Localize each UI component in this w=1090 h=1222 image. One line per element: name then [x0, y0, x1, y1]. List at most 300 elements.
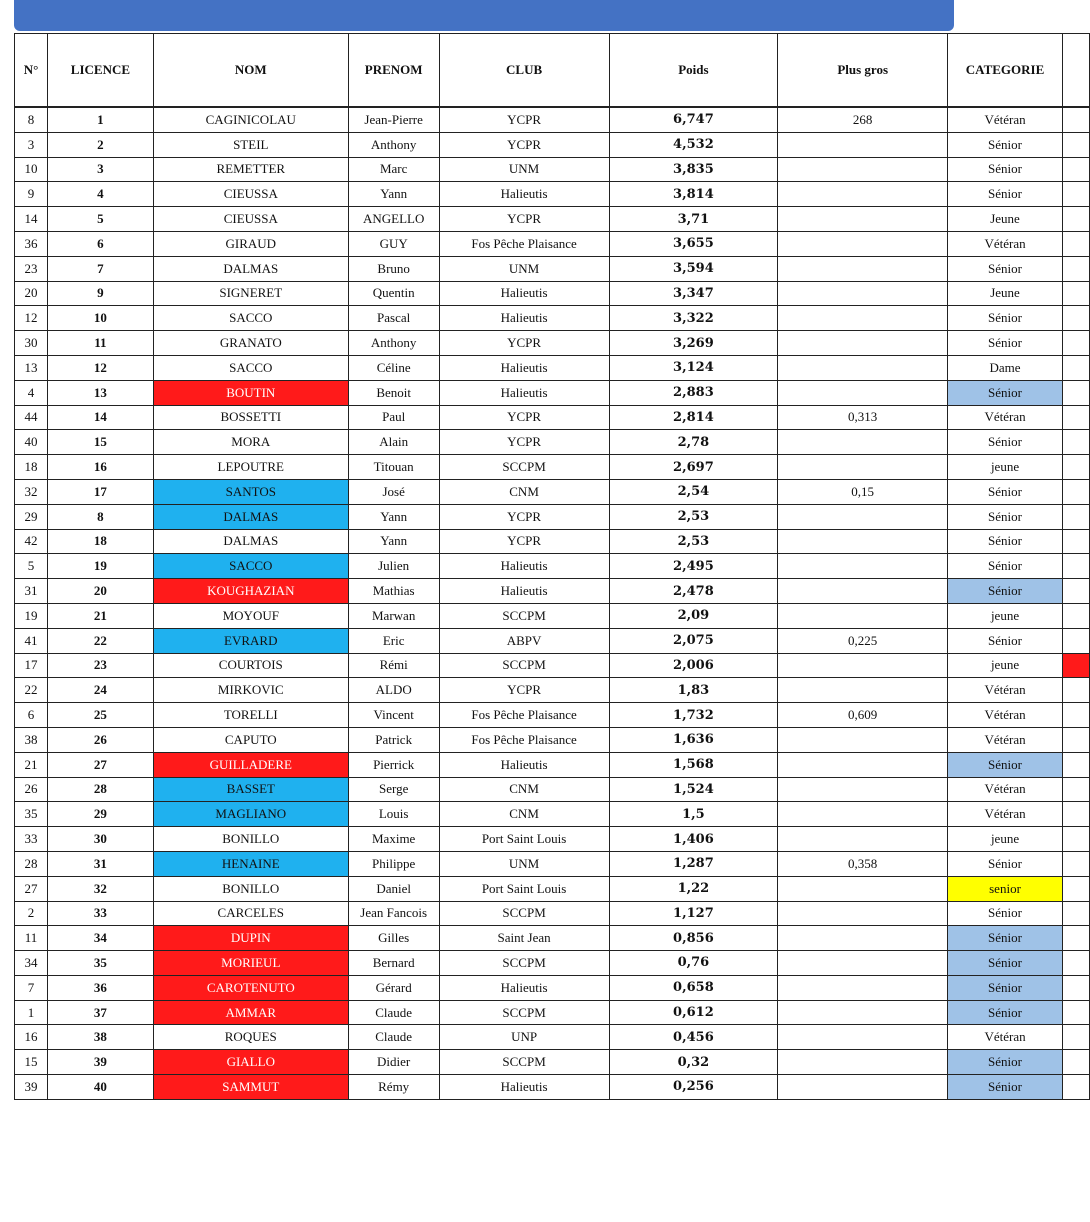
- cell-prenom[interactable]: Claude: [348, 1025, 439, 1050]
- cell-no[interactable]: 12: [15, 306, 48, 331]
- cell-prenom[interactable]: Bruno: [348, 256, 439, 281]
- cell-extra[interactable]: [1062, 752, 1089, 777]
- cell-extra[interactable]: [1062, 355, 1089, 380]
- cell-no[interactable]: 36: [15, 231, 48, 256]
- cell-club[interactable]: Fos Pêche Plaisance: [439, 231, 609, 256]
- cell-plus-gros[interactable]: 0,313: [778, 405, 948, 430]
- cell-poids[interactable]: 1,22: [609, 876, 778, 901]
- cell-club[interactable]: UNM: [439, 256, 609, 281]
- cell-no[interactable]: 27: [15, 876, 48, 901]
- cell-licence[interactable]: 35: [47, 951, 153, 976]
- cell-categorie[interactable]: Sénior: [948, 554, 1063, 579]
- cell-no[interactable]: 21: [15, 752, 48, 777]
- cell-club[interactable]: SCCPM: [439, 951, 609, 976]
- cell-extra[interactable]: [1062, 132, 1089, 157]
- cell-plus-gros[interactable]: [778, 653, 948, 678]
- cell-prenom[interactable]: Pierrick: [348, 752, 439, 777]
- cell-categorie[interactable]: Sénior: [948, 1050, 1063, 1075]
- cell-no[interactable]: 23: [15, 256, 48, 281]
- cell-categorie[interactable]: Jeune: [948, 281, 1063, 306]
- cell-poids[interactable]: 1,732: [609, 703, 778, 728]
- cell-categorie[interactable]: Vétéran: [948, 727, 1063, 752]
- cell-plus-gros[interactable]: [778, 380, 948, 405]
- cell-club[interactable]: YCPR: [439, 504, 609, 529]
- cell-categorie[interactable]: Sénior: [948, 579, 1063, 604]
- cell-plus-gros[interactable]: [778, 802, 948, 827]
- cell-categorie[interactable]: jeune: [948, 653, 1063, 678]
- cell-categorie[interactable]: Vétéran: [948, 1025, 1063, 1050]
- cell-categorie[interactable]: Vétéran: [948, 777, 1063, 802]
- cell-prenom[interactable]: Gérard: [348, 975, 439, 1000]
- cell-categorie[interactable]: Sénior: [948, 182, 1063, 207]
- cell-club[interactable]: YCPR: [439, 132, 609, 157]
- cell-plus-gros[interactable]: [778, 132, 948, 157]
- cell-nom[interactable]: TORELLI: [153, 703, 348, 728]
- cell-plus-gros[interactable]: [778, 1075, 948, 1100]
- cell-categorie[interactable]: Sénior: [948, 306, 1063, 331]
- cell-no[interactable]: 16: [15, 1025, 48, 1050]
- cell-extra[interactable]: [1062, 380, 1089, 405]
- cell-no[interactable]: 14: [15, 207, 48, 232]
- cell-poids[interactable]: 2,53: [609, 529, 778, 554]
- cell-poids[interactable]: 2,09: [609, 603, 778, 628]
- cell-extra[interactable]: [1062, 306, 1089, 331]
- cell-prenom[interactable]: Bernard: [348, 951, 439, 976]
- cell-nom[interactable]: SACCO: [153, 355, 348, 380]
- cell-poids[interactable]: 0,76: [609, 951, 778, 976]
- cell-licence[interactable]: 7: [47, 256, 153, 281]
- cell-prenom[interactable]: Paul: [348, 405, 439, 430]
- cell-categorie[interactable]: jeune: [948, 827, 1063, 852]
- cell-extra[interactable]: [1062, 479, 1089, 504]
- cell-prenom[interactable]: Patrick: [348, 727, 439, 752]
- cell-nom[interactable]: GIALLO: [153, 1050, 348, 1075]
- cell-nom[interactable]: CAGINICOLAU: [153, 107, 348, 132]
- cell-licence[interactable]: 13: [47, 380, 153, 405]
- cell-plus-gros[interactable]: [778, 1025, 948, 1050]
- cell-no[interactable]: 17: [15, 653, 48, 678]
- cell-no[interactable]: 20: [15, 281, 48, 306]
- cell-licence[interactable]: 25: [47, 703, 153, 728]
- cell-no[interactable]: 6: [15, 703, 48, 728]
- cell-categorie[interactable]: Jeune: [948, 207, 1063, 232]
- cell-club[interactable]: YCPR: [439, 430, 609, 455]
- cell-nom[interactable]: MAGLIANO: [153, 802, 348, 827]
- cell-extra[interactable]: [1062, 678, 1089, 703]
- cell-no[interactable]: 44: [15, 405, 48, 430]
- cell-no[interactable]: 19: [15, 603, 48, 628]
- cell-no[interactable]: 38: [15, 727, 48, 752]
- cell-no[interactable]: 30: [15, 331, 48, 356]
- cell-categorie[interactable]: Sénior: [948, 479, 1063, 504]
- cell-nom[interactable]: BONILLO: [153, 876, 348, 901]
- cell-plus-gros[interactable]: [778, 331, 948, 356]
- cell-extra[interactable]: [1062, 827, 1089, 852]
- cell-categorie[interactable]: Sénior: [948, 951, 1063, 976]
- cell-prenom[interactable]: Claude: [348, 1000, 439, 1025]
- cell-plus-gros[interactable]: [778, 1000, 948, 1025]
- cell-categorie[interactable]: Sénior: [948, 975, 1063, 1000]
- cell-categorie[interactable]: Vétéran: [948, 231, 1063, 256]
- cell-licence[interactable]: 27: [47, 752, 153, 777]
- cell-plus-gros[interactable]: 268: [778, 107, 948, 132]
- cell-extra[interactable]: [1062, 231, 1089, 256]
- cell-plus-gros[interactable]: [778, 951, 948, 976]
- cell-plus-gros[interactable]: [778, 554, 948, 579]
- cell-nom[interactable]: SANTOS: [153, 479, 348, 504]
- cell-licence[interactable]: 28: [47, 777, 153, 802]
- cell-nom[interactable]: STEIL: [153, 132, 348, 157]
- cell-prenom[interactable]: Quentin: [348, 281, 439, 306]
- cell-club[interactable]: Saint Jean: [439, 926, 609, 951]
- cell-extra[interactable]: [1062, 256, 1089, 281]
- cell-categorie[interactable]: Sénior: [948, 157, 1063, 182]
- cell-plus-gros[interactable]: 0,609: [778, 703, 948, 728]
- cell-extra[interactable]: [1062, 901, 1089, 926]
- cell-club[interactable]: Halieutis: [439, 975, 609, 1000]
- col-header-prenom[interactable]: PRENOM: [348, 34, 439, 108]
- cell-nom[interactable]: DALMAS: [153, 504, 348, 529]
- cell-no[interactable]: 28: [15, 851, 48, 876]
- cell-poids[interactable]: 3,71: [609, 207, 778, 232]
- cell-club[interactable]: SCCPM: [439, 603, 609, 628]
- cell-prenom[interactable]: Anthony: [348, 132, 439, 157]
- cell-club[interactable]: CNM: [439, 479, 609, 504]
- cell-no[interactable]: 9: [15, 182, 48, 207]
- cell-prenom[interactable]: Maxime: [348, 827, 439, 852]
- cell-nom[interactable]: MORA: [153, 430, 348, 455]
- cell-prenom[interactable]: José: [348, 479, 439, 504]
- cell-plus-gros[interactable]: [778, 827, 948, 852]
- cell-poids[interactable]: 4,532: [609, 132, 778, 157]
- cell-plus-gros[interactable]: 0,225: [778, 628, 948, 653]
- cell-categorie[interactable]: Sénior: [948, 256, 1063, 281]
- cell-licence[interactable]: 20: [47, 579, 153, 604]
- cell-nom[interactable]: LEPOUTRE: [153, 455, 348, 480]
- cell-prenom[interactable]: Benoit: [348, 380, 439, 405]
- cell-poids[interactable]: 3,594: [609, 256, 778, 281]
- cell-categorie[interactable]: Vétéran: [948, 107, 1063, 132]
- cell-plus-gros[interactable]: [778, 430, 948, 455]
- cell-nom[interactable]: BASSET: [153, 777, 348, 802]
- cell-categorie[interactable]: Sénior: [948, 380, 1063, 405]
- cell-nom[interactable]: CARCELES: [153, 901, 348, 926]
- cell-extra[interactable]: [1062, 926, 1089, 951]
- cell-no[interactable]: 2: [15, 901, 48, 926]
- cell-poids[interactable]: 2,54: [609, 479, 778, 504]
- cell-poids[interactable]: 0,612: [609, 1000, 778, 1025]
- col-header-categorie[interactable]: CATEGORIE: [948, 34, 1063, 108]
- cell-no[interactable]: 41: [15, 628, 48, 653]
- cell-plus-gros[interactable]: [778, 1050, 948, 1075]
- cell-licence[interactable]: 14: [47, 405, 153, 430]
- cell-extra[interactable]: [1062, 182, 1089, 207]
- cell-categorie[interactable]: Vétéran: [948, 405, 1063, 430]
- cell-club[interactable]: SCCPM: [439, 653, 609, 678]
- cell-extra[interactable]: [1062, 1075, 1089, 1100]
- cell-extra[interactable]: [1062, 653, 1089, 678]
- cell-nom[interactable]: CAPUTO: [153, 727, 348, 752]
- cell-extra[interactable]: [1062, 703, 1089, 728]
- cell-categorie[interactable]: Dame: [948, 355, 1063, 380]
- cell-club[interactable]: Halieutis: [439, 182, 609, 207]
- cell-club[interactable]: UNM: [439, 157, 609, 182]
- cell-plus-gros[interactable]: [778, 901, 948, 926]
- cell-nom[interactable]: GIRAUD: [153, 231, 348, 256]
- cell-no[interactable]: 3: [15, 132, 48, 157]
- cell-poids[interactable]: 1,83: [609, 678, 778, 703]
- cell-club[interactable]: Fos Pêche Plaisance: [439, 727, 609, 752]
- col-header-poids[interactable]: Poids: [609, 34, 778, 108]
- cell-poids[interactable]: 0,856: [609, 926, 778, 951]
- cell-categorie[interactable]: Sénior: [948, 628, 1063, 653]
- cell-poids[interactable]: 2,075: [609, 628, 778, 653]
- cell-club[interactable]: UNP: [439, 1025, 609, 1050]
- cell-no[interactable]: 11: [15, 926, 48, 951]
- cell-extra[interactable]: [1062, 554, 1089, 579]
- cell-licence[interactable]: 29: [47, 802, 153, 827]
- cell-categorie[interactable]: Sénior: [948, 1000, 1063, 1025]
- cell-club[interactable]: SCCPM: [439, 1050, 609, 1075]
- cell-club[interactable]: YCPR: [439, 107, 609, 132]
- cell-plus-gros[interactable]: [778, 256, 948, 281]
- cell-no[interactable]: 7: [15, 975, 48, 1000]
- cell-nom[interactable]: EVRARD: [153, 628, 348, 653]
- cell-plus-gros[interactable]: 0,15: [778, 479, 948, 504]
- cell-club[interactable]: UNM: [439, 851, 609, 876]
- cell-nom[interactable]: BOSSETTI: [153, 405, 348, 430]
- cell-club[interactable]: Halieutis: [439, 554, 609, 579]
- cell-no[interactable]: 5: [15, 554, 48, 579]
- cell-prenom[interactable]: ANGELLO: [348, 207, 439, 232]
- cell-plus-gros[interactable]: [778, 777, 948, 802]
- cell-poids[interactable]: 0,256: [609, 1075, 778, 1100]
- cell-categorie[interactable]: Sénior: [948, 529, 1063, 554]
- cell-prenom[interactable]: Titouan: [348, 455, 439, 480]
- cell-nom[interactable]: MIRKOVIC: [153, 678, 348, 703]
- cell-prenom[interactable]: Alain: [348, 430, 439, 455]
- cell-extra[interactable]: [1062, 727, 1089, 752]
- cell-extra[interactable]: [1062, 628, 1089, 653]
- cell-no[interactable]: 39: [15, 1075, 48, 1100]
- col-header-extra[interactable]: [1062, 34, 1089, 108]
- cell-extra[interactable]: [1062, 603, 1089, 628]
- cell-club[interactable]: ABPV: [439, 628, 609, 653]
- cell-licence[interactable]: 17: [47, 479, 153, 504]
- cell-nom[interactable]: AMMAR: [153, 1000, 348, 1025]
- cell-nom[interactable]: REMETTER: [153, 157, 348, 182]
- cell-prenom[interactable]: Rémi: [348, 653, 439, 678]
- cell-poids[interactable]: 0,32: [609, 1050, 778, 1075]
- cell-nom[interactable]: DALMAS: [153, 529, 348, 554]
- cell-poids[interactable]: 3,835: [609, 157, 778, 182]
- cell-nom[interactable]: DALMAS: [153, 256, 348, 281]
- cell-prenom[interactable]: Eric: [348, 628, 439, 653]
- cell-prenom[interactable]: Yann: [348, 182, 439, 207]
- col-header-plus-gros[interactable]: Plus gros: [778, 34, 948, 108]
- cell-extra[interactable]: [1062, 430, 1089, 455]
- cell-categorie[interactable]: Sénior: [948, 926, 1063, 951]
- cell-club[interactable]: YCPR: [439, 331, 609, 356]
- cell-club[interactable]: Halieutis: [439, 306, 609, 331]
- cell-prenom[interactable]: Didier: [348, 1050, 439, 1075]
- cell-prenom[interactable]: Jean Fancois: [348, 901, 439, 926]
- cell-no[interactable]: 18: [15, 455, 48, 480]
- cell-extra[interactable]: [1062, 951, 1089, 976]
- cell-categorie[interactable]: jeune: [948, 603, 1063, 628]
- cell-plus-gros[interactable]: [778, 975, 948, 1000]
- cell-extra[interactable]: [1062, 802, 1089, 827]
- cell-licence[interactable]: 3: [47, 157, 153, 182]
- cell-club[interactable]: CNM: [439, 777, 609, 802]
- cell-poids[interactable]: 2,883: [609, 380, 778, 405]
- cell-no[interactable]: 31: [15, 579, 48, 604]
- cell-plus-gros[interactable]: [778, 504, 948, 529]
- cell-extra[interactable]: [1062, 1000, 1089, 1025]
- cell-licence[interactable]: 8: [47, 504, 153, 529]
- cell-licence[interactable]: 38: [47, 1025, 153, 1050]
- cell-prenom[interactable]: Yann: [348, 529, 439, 554]
- cell-licence[interactable]: 2: [47, 132, 153, 157]
- cell-extra[interactable]: [1062, 281, 1089, 306]
- cell-extra[interactable]: [1062, 504, 1089, 529]
- cell-licence[interactable]: 11: [47, 331, 153, 356]
- cell-extra[interactable]: [1062, 579, 1089, 604]
- cell-extra[interactable]: [1062, 107, 1089, 132]
- cell-poids[interactable]: 2,006: [609, 653, 778, 678]
- cell-plus-gros[interactable]: [778, 678, 948, 703]
- cell-plus-gros[interactable]: 0,358: [778, 851, 948, 876]
- cell-poids[interactable]: 2,814: [609, 405, 778, 430]
- cell-licence[interactable]: 22: [47, 628, 153, 653]
- cell-licence[interactable]: 10: [47, 306, 153, 331]
- cell-licence[interactable]: 19: [47, 554, 153, 579]
- cell-licence[interactable]: 40: [47, 1075, 153, 1100]
- cell-categorie[interactable]: Vétéran: [948, 802, 1063, 827]
- cell-licence[interactable]: 34: [47, 926, 153, 951]
- cell-nom[interactable]: ROQUES: [153, 1025, 348, 1050]
- cell-plus-gros[interactable]: [778, 752, 948, 777]
- cell-extra[interactable]: [1062, 1050, 1089, 1075]
- cell-categorie[interactable]: Sénior: [948, 851, 1063, 876]
- cell-poids[interactable]: 3,124: [609, 355, 778, 380]
- cell-prenom[interactable]: Jean-Pierre: [348, 107, 439, 132]
- cell-licence[interactable]: 39: [47, 1050, 153, 1075]
- cell-prenom[interactable]: ALDO: [348, 678, 439, 703]
- cell-nom[interactable]: SAMMUT: [153, 1075, 348, 1100]
- cell-nom[interactable]: CIEUSSA: [153, 207, 348, 232]
- cell-categorie[interactable]: Sénior: [948, 752, 1063, 777]
- cell-prenom[interactable]: Anthony: [348, 331, 439, 356]
- cell-no[interactable]: 42: [15, 529, 48, 554]
- cell-club[interactable]: Fos Pêche Plaisance: [439, 703, 609, 728]
- cell-poids[interactable]: 2,697: [609, 455, 778, 480]
- cell-extra[interactable]: [1062, 777, 1089, 802]
- cell-categorie[interactable]: Sénior: [948, 331, 1063, 356]
- cell-no[interactable]: 29: [15, 504, 48, 529]
- cell-nom[interactable]: SACCO: [153, 554, 348, 579]
- cell-extra[interactable]: [1062, 529, 1089, 554]
- cell-licence[interactable]: 23: [47, 653, 153, 678]
- cell-no[interactable]: 32: [15, 479, 48, 504]
- cell-nom[interactable]: COURTOIS: [153, 653, 348, 678]
- cell-no[interactable]: 33: [15, 827, 48, 852]
- cell-licence[interactable]: 36: [47, 975, 153, 1000]
- cell-prenom[interactable]: Céline: [348, 355, 439, 380]
- cell-nom[interactable]: SACCO: [153, 306, 348, 331]
- cell-categorie[interactable]: Sénior: [948, 430, 1063, 455]
- cell-nom[interactable]: MOYOUF: [153, 603, 348, 628]
- cell-prenom[interactable]: Marc: [348, 157, 439, 182]
- cell-categorie[interactable]: Vétéran: [948, 703, 1063, 728]
- cell-plus-gros[interactable]: [778, 157, 948, 182]
- cell-club[interactable]: CNM: [439, 802, 609, 827]
- cell-extra[interactable]: [1062, 1025, 1089, 1050]
- cell-prenom[interactable]: Daniel: [348, 876, 439, 901]
- cell-no[interactable]: 34: [15, 951, 48, 976]
- cell-club[interactable]: Halieutis: [439, 355, 609, 380]
- cell-poids[interactable]: 3,814: [609, 182, 778, 207]
- cell-extra[interactable]: [1062, 876, 1089, 901]
- cell-nom[interactable]: GRANATO: [153, 331, 348, 356]
- cell-plus-gros[interactable]: [778, 876, 948, 901]
- cell-categorie[interactable]: Sénior: [948, 504, 1063, 529]
- cell-licence[interactable]: 32: [47, 876, 153, 901]
- cell-club[interactable]: YCPR: [439, 678, 609, 703]
- cell-club[interactable]: YCPR: [439, 529, 609, 554]
- col-header-nom[interactable]: NOM: [153, 34, 348, 108]
- cell-extra[interactable]: [1062, 975, 1089, 1000]
- cell-club[interactable]: Halieutis: [439, 752, 609, 777]
- cell-poids[interactable]: 2,78: [609, 430, 778, 455]
- cell-poids[interactable]: 6,747: [609, 107, 778, 132]
- cell-nom[interactable]: GUILLADERE: [153, 752, 348, 777]
- cell-licence[interactable]: 18: [47, 529, 153, 554]
- cell-plus-gros[interactable]: [778, 306, 948, 331]
- cell-no[interactable]: 22: [15, 678, 48, 703]
- cell-club[interactable]: SCCPM: [439, 1000, 609, 1025]
- cell-prenom[interactable]: Vincent: [348, 703, 439, 728]
- cell-nom[interactable]: BONILLO: [153, 827, 348, 852]
- cell-categorie[interactable]: jeune: [948, 455, 1063, 480]
- cell-plus-gros[interactable]: [778, 355, 948, 380]
- cell-nom[interactable]: DUPIN: [153, 926, 348, 951]
- cell-club[interactable]: Halieutis: [439, 579, 609, 604]
- cell-nom[interactable]: HENAINE: [153, 851, 348, 876]
- cell-prenom[interactable]: Louis: [348, 802, 439, 827]
- cell-nom[interactable]: MORIEUL: [153, 951, 348, 976]
- cell-no[interactable]: 10: [15, 157, 48, 182]
- cell-club[interactable]: Halieutis: [439, 281, 609, 306]
- cell-prenom[interactable]: Serge: [348, 777, 439, 802]
- cell-no[interactable]: 1: [15, 1000, 48, 1025]
- cell-licence[interactable]: 12: [47, 355, 153, 380]
- cell-plus-gros[interactable]: [778, 207, 948, 232]
- cell-licence[interactable]: 30: [47, 827, 153, 852]
- cell-poids[interactable]: 1,568: [609, 752, 778, 777]
- cell-licence[interactable]: 26: [47, 727, 153, 752]
- cell-prenom[interactable]: Yann: [348, 504, 439, 529]
- cell-poids[interactable]: 3,269: [609, 331, 778, 356]
- cell-licence[interactable]: 31: [47, 851, 153, 876]
- cell-poids[interactable]: 0,456: [609, 1025, 778, 1050]
- cell-poids[interactable]: 1,5: [609, 802, 778, 827]
- cell-nom[interactable]: CAROTENUTO: [153, 975, 348, 1000]
- cell-no[interactable]: 35: [15, 802, 48, 827]
- cell-categorie[interactable]: Vétéran: [948, 678, 1063, 703]
- cell-prenom[interactable]: Mathias: [348, 579, 439, 604]
- cell-nom[interactable]: SIGNERET: [153, 281, 348, 306]
